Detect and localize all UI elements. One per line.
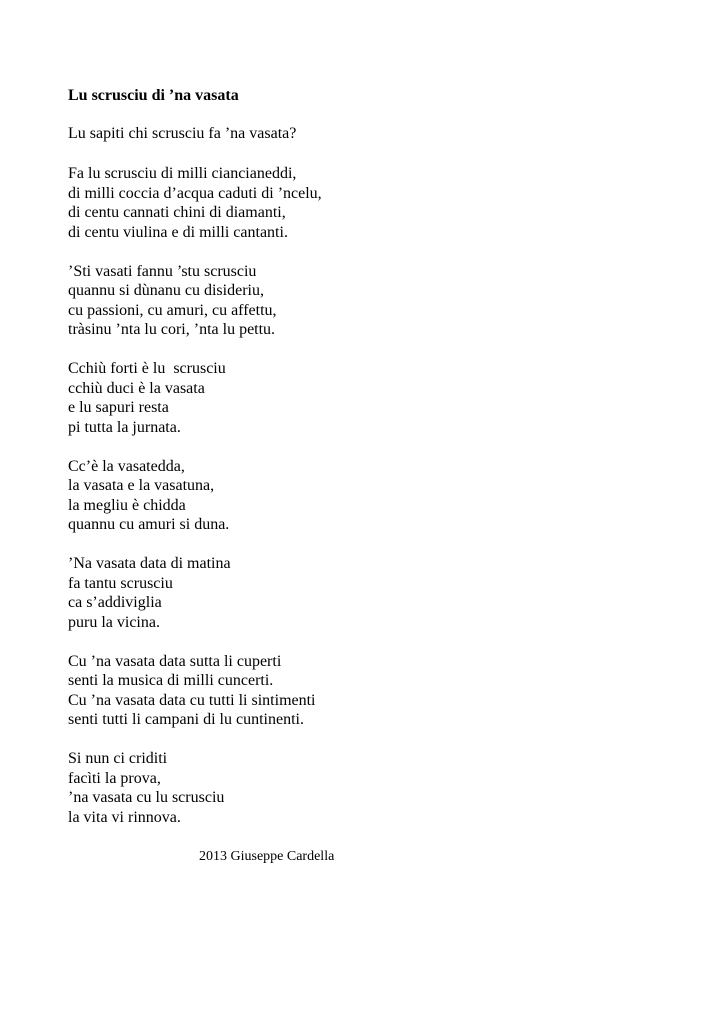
poem-title: Lu scrusciu di ’na vasata xyxy=(68,87,239,104)
poem-line: la megliu è chidda xyxy=(68,496,186,514)
stanza-7 xyxy=(68,749,322,827)
poem-line: cu passioni, cu amuri, cu affettu, xyxy=(68,301,277,319)
poem-line: di centu cannati chini di diamanti, xyxy=(68,204,286,221)
stanza-5 xyxy=(68,554,322,632)
poem-line: la vasata e la vasatuna, xyxy=(68,477,215,494)
poem-line: tràsinu ’nta lu cori, ’nta lu pettu. xyxy=(68,321,276,338)
poem-line: Cc’è la vasatedda, xyxy=(68,457,185,475)
poem-line: senti la musica di milli cuncerti. xyxy=(68,672,274,689)
poem-line: fa tantu scrusciu xyxy=(68,574,173,592)
stanza-3 xyxy=(68,359,322,437)
poem-line: la vita vi rinnova. xyxy=(68,808,181,826)
poem-line: di milli coccia d’acqua caduti di ’ncelu, xyxy=(68,184,322,202)
stanza-1 xyxy=(68,164,322,242)
poem-line: Cchiù forti è lu scrusciu xyxy=(68,360,226,377)
poem-line: cchiù duci è la vasata xyxy=(68,379,205,397)
poem-line: Si nun ci criditi xyxy=(68,750,168,767)
stanza-2 xyxy=(68,262,322,340)
poem-line: Cu ’na vasata data cu tutti li sintimenti xyxy=(68,691,316,709)
poem-line: ’na vasata cu lu scrusciu xyxy=(68,789,225,806)
author-signature: 2013 Giuseppe Cardella xyxy=(199,849,335,864)
stanza-6 xyxy=(68,652,322,730)
poem-line: ’Sti vasati fannu ’stu scrusciu xyxy=(68,262,257,280)
poem-intro-line: Lu sapiti chi scrusciu fa ’na vasata? xyxy=(68,125,297,142)
poem-line: ’Na vasata data di matina xyxy=(68,555,231,572)
poem-line: senti tutti li campani di lu cuntinenti. xyxy=(68,711,304,728)
poem-line: puru la vicina. xyxy=(68,613,160,631)
poem-body xyxy=(68,164,322,847)
poem-line: Cu ’na vasata data sutta li cuperti xyxy=(68,652,282,670)
stanza-4 xyxy=(68,457,322,535)
poem-line: Fa lu scrusciu di milli ciancianeddi, xyxy=(68,165,297,182)
poem-line: ca s’addiviglia xyxy=(68,594,162,611)
poem-line: e lu sapuri resta xyxy=(68,399,169,416)
poem-line: facìti la prova, xyxy=(68,769,161,787)
poem-line: di centu viulina e di milli cantanti. xyxy=(68,223,288,241)
poem-line: quannu cu amuri si duna. xyxy=(68,516,230,533)
poem-line: quannu si dùnanu cu disideriu, xyxy=(68,282,264,299)
poem-line: pi tutta la jurnata. xyxy=(68,418,181,436)
